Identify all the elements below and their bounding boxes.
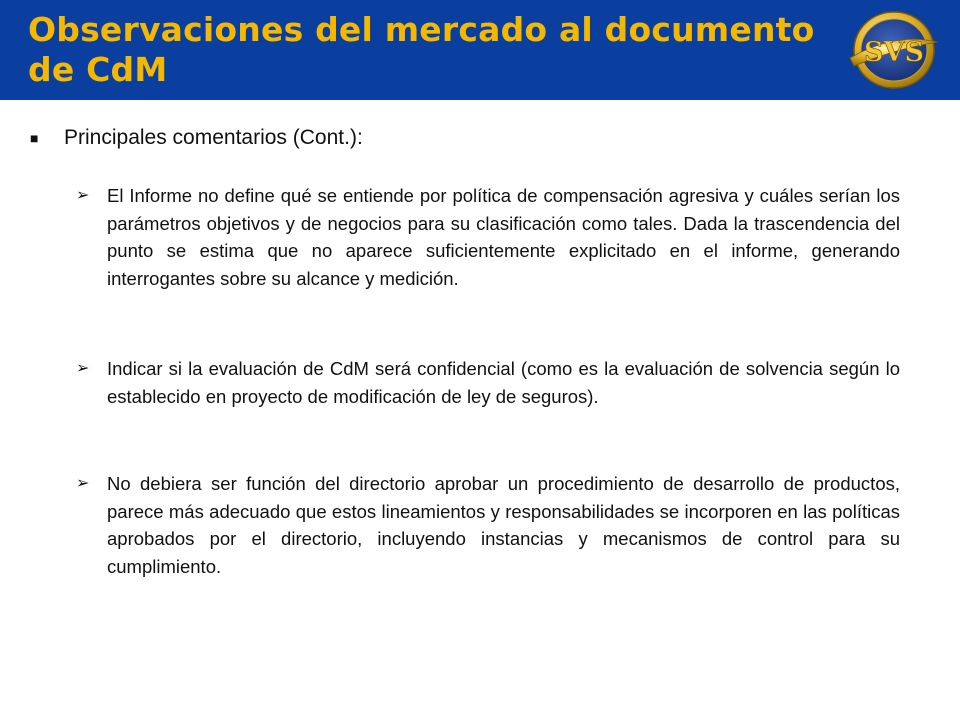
- slide-title: Observaciones del mercado al documento de CdM: [28, 10, 815, 89]
- square-bullet-icon: ■: [30, 130, 39, 146]
- arrow-bullet-icon: ➢: [76, 360, 90, 377]
- arrow-bullet-icon: ➢: [76, 475, 90, 492]
- sub-bullet: [76, 470, 900, 580]
- arrow-bullet-icon: ➢: [76, 187, 90, 204]
- sub-bullet-text: El Informe no define qué se entiende por política de compensación agresiva y cuáles serían los parámetros objetivos y de negocios para su clasificación como tales. Dada la trascendencia del punto se estima que no aparece suficientemente explicitado en el informe, generando interrogantes sobre su alcance y medición.: [107, 185, 900, 289]
- sub-bullet-text: No debiera ser función del directorio aprobar un procedimiento de desarrollo de productos, parece más adecuado que estos lineamientos y responsabilidades se incorporen en las políticas aprobados por el directorio, incluyendo instancias y mecanismos de control para su cumplimiento.: [107, 473, 900, 577]
- header-bar: [0, 0, 960, 100]
- svs-logo-graphic: [846, 8, 942, 92]
- sub-bullet-text: Indicar si la evaluación de CdM será confidencial (como es la evaluación de solvencia según lo establecido en proyecto de modificación de ley de seguros).: [107, 358, 900, 407]
- sub-bullet: [76, 182, 900, 292]
- svs-logo: [846, 8, 942, 92]
- main-bullet-text: Principales comentarios (Cont.):: [64, 126, 363, 149]
- sub-bullet: [76, 355, 900, 410]
- logo-text: SVS: [864, 37, 924, 68]
